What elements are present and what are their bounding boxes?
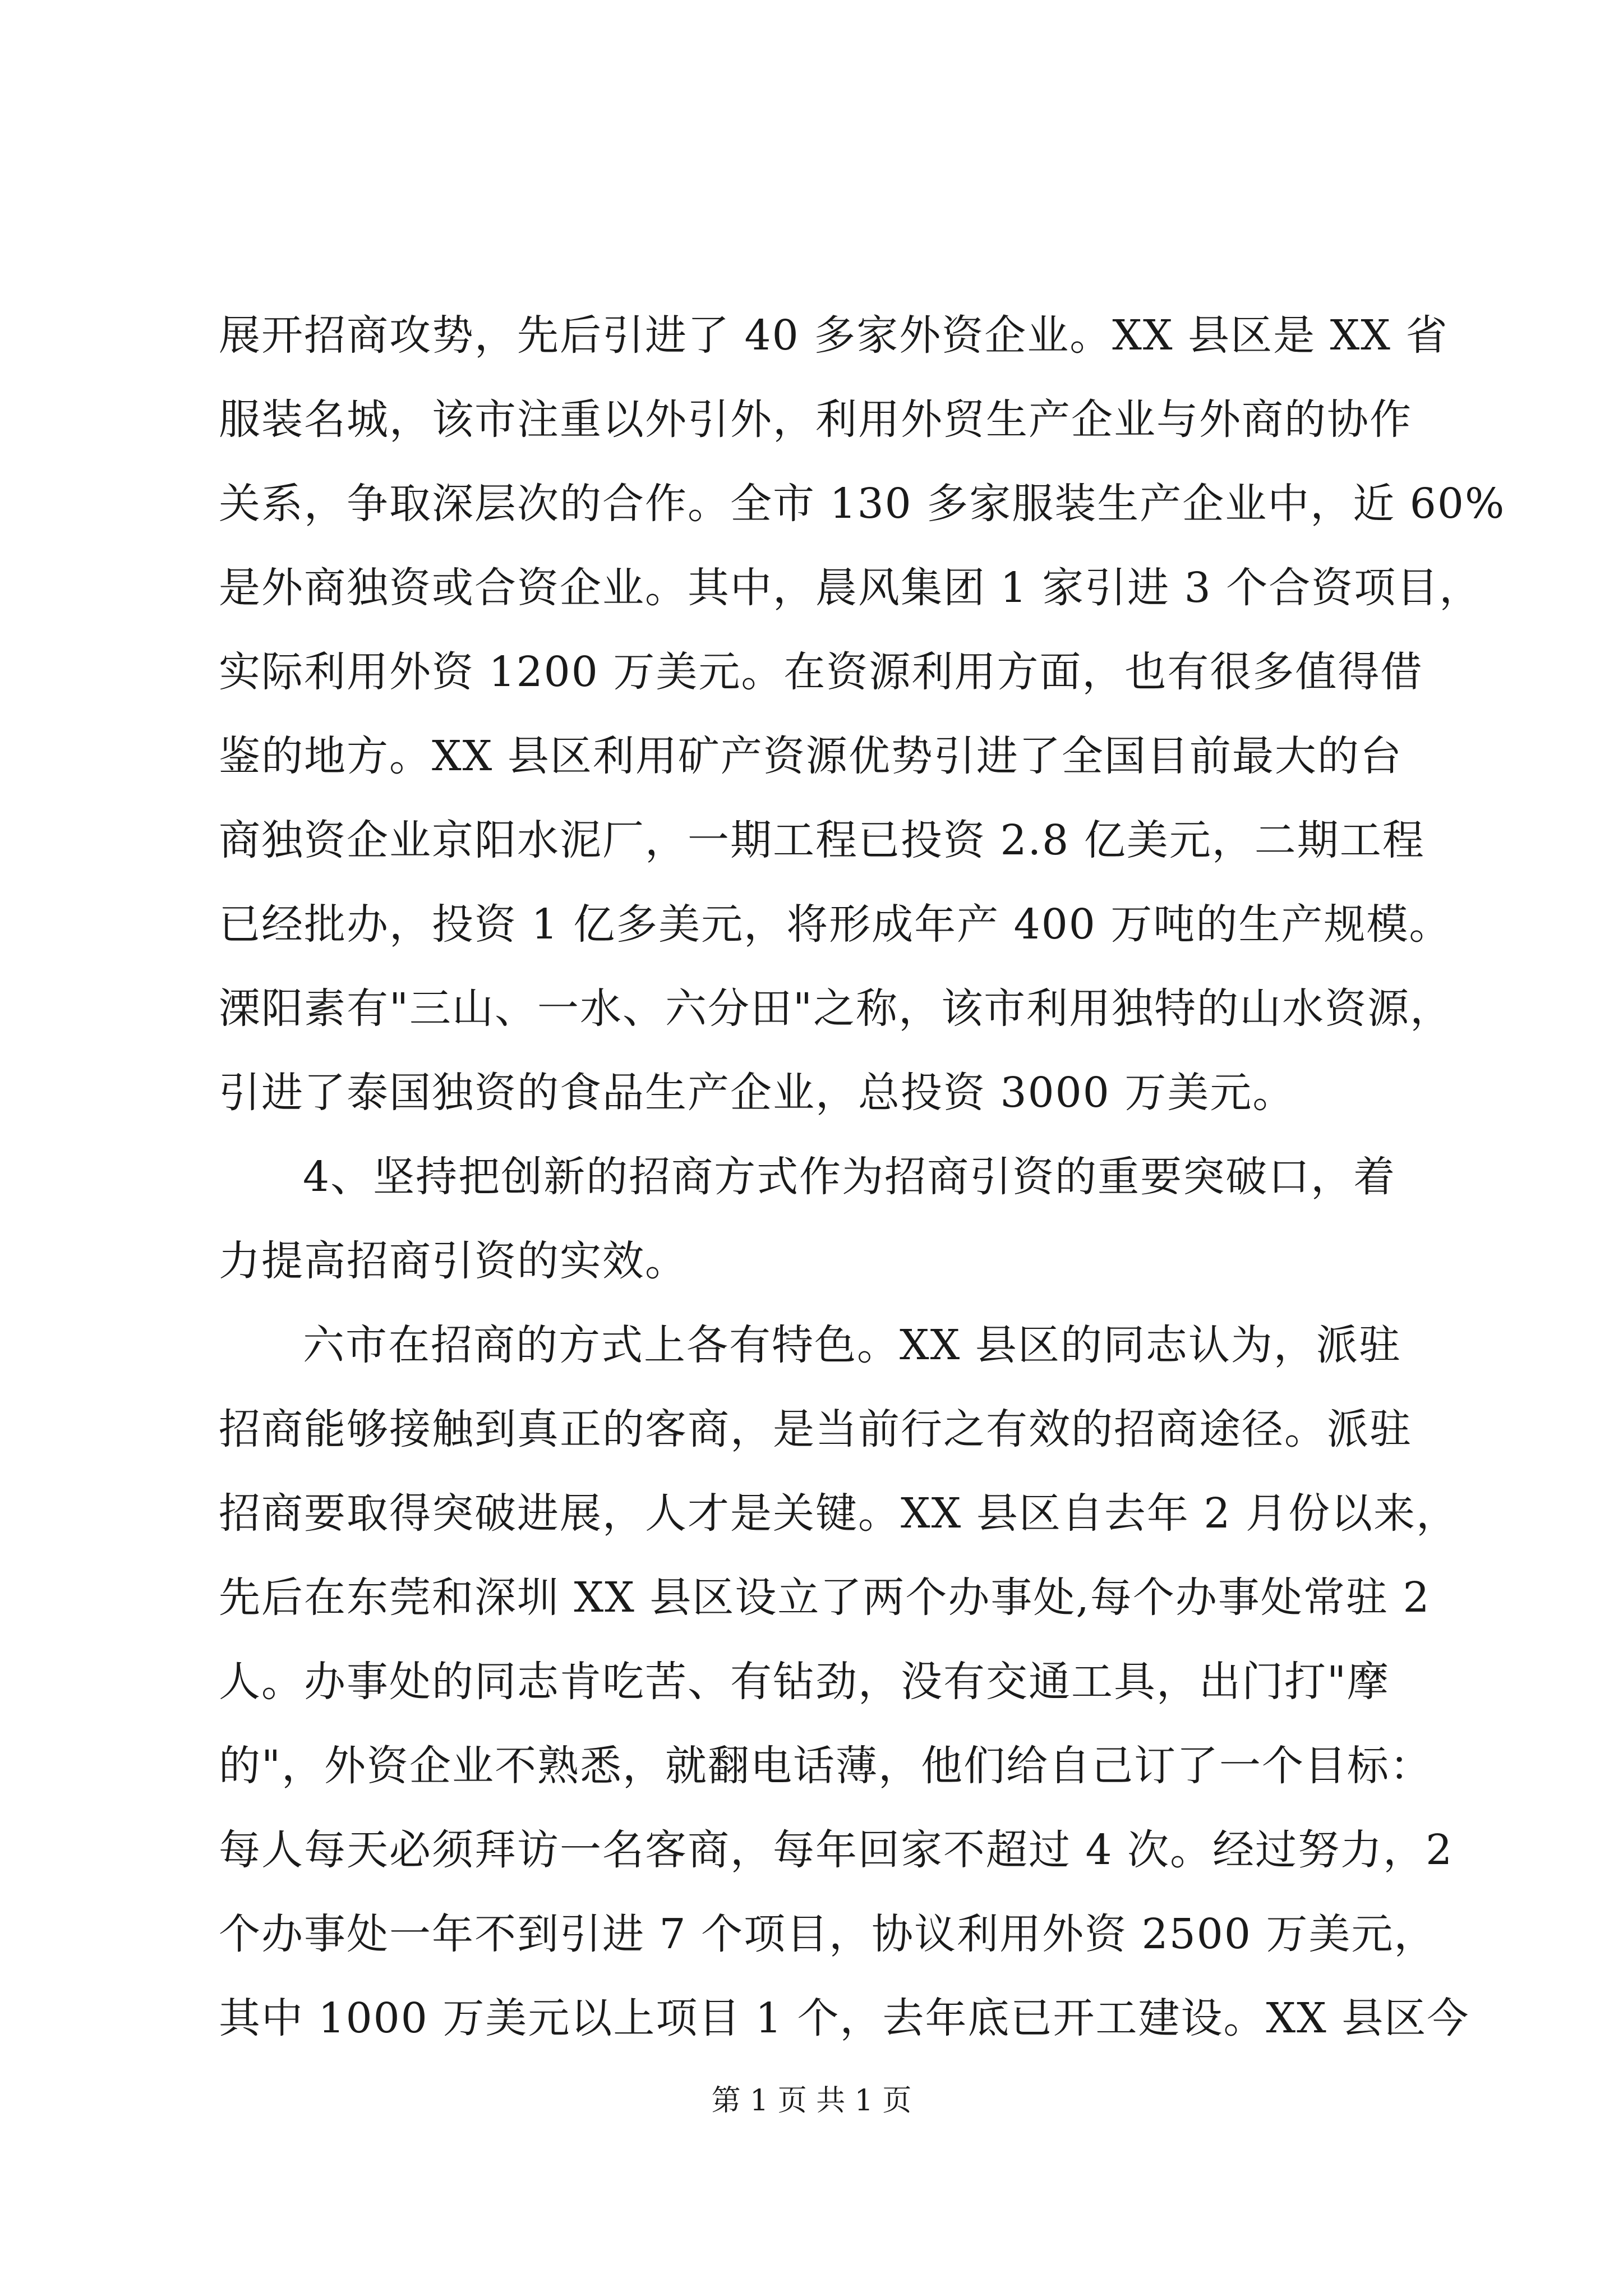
text-line: 每人每天必须拜访一名客商，每年回家不超过 4 次。经过努力，2 bbox=[219, 1826, 1454, 1874]
section-heading-line: 4、坚持把创新的招商方式作为招商引资的重要突破口，着 bbox=[303, 1153, 1396, 1201]
text-line: 关系，争取深层次的合作。全市 130 多家服装生产企业中，近 60% bbox=[219, 480, 1506, 528]
section-heading-line: 力提高招商引资的实效。 bbox=[219, 1237, 688, 1285]
text-line: 鉴的地方。XX 县区利用矿产资源优势引进了全国目前最大的台 bbox=[219, 732, 1403, 780]
text-line: 先后在东莞和深圳 XX 县区设立了两个办事处,每个办事处常驻 2 bbox=[219, 1573, 1431, 1622]
text-line: 服装名城，该市注重以外引外，利用外贸生产企业与外商的协作 bbox=[219, 395, 1412, 444]
page-number-footer: 第 1 页 共 1 页 bbox=[711, 2084, 912, 2118]
text-line: 六市在招商的方式上各有特色。XX 县区的同志认为，派驻 bbox=[303, 1321, 1401, 1369]
text-line: 招商能够接触到真正的客商，是当前行之有效的招商途径。派驻 bbox=[219, 1405, 1412, 1453]
text-line: 招商要取得突破进展，人才是关键。XX 县区自去年 2 月份以来， bbox=[219, 1489, 1459, 1538]
text-line: 溧阳素有"三山、一水、六分田"之称，该市利用独特的山水资源， bbox=[219, 984, 1453, 1033]
text-line: 的"，外资企业不熟悉，就翻电话薄，他们给自己订了一个目标： bbox=[219, 1742, 1433, 1790]
text-line: 实际利用外资 1200 万美元。在资源利用方面，也有很多值得借 bbox=[219, 648, 1423, 696]
text-line: 商独资企业京阳水泥厂，一期工程已投资 2.8 亿美元，二期工程 bbox=[219, 816, 1425, 864]
text-line: 是外商独资或合资企业。其中，晨风集团 1 家引进 3 个合资项目， bbox=[219, 564, 1482, 612]
text-line: 引进了泰国独资的食品生产企业，总投资 3000 万美元。 bbox=[219, 1069, 1295, 1117]
text-line: 已经批办，投资 1 亿多美元，将形成年产 400 万吨的生产规模。 bbox=[219, 900, 1452, 949]
text-line: 个办事处一年不到引进 7 个项目，协议利用外资 2500 万美元， bbox=[219, 1910, 1437, 1958]
text-line: 人。办事处的同志肯吃苦、有钻劲，没有交通工具，出门打"摩 bbox=[219, 1658, 1390, 1706]
text-line: 展开招商攻势，先后引进了 40 多家外资企业。XX 县区是 XX 省 bbox=[219, 311, 1449, 360]
text-line: 其中 1000 万美元以上项目 1 个，去年底已开工建设。XX 县区今 bbox=[219, 1994, 1470, 2042]
